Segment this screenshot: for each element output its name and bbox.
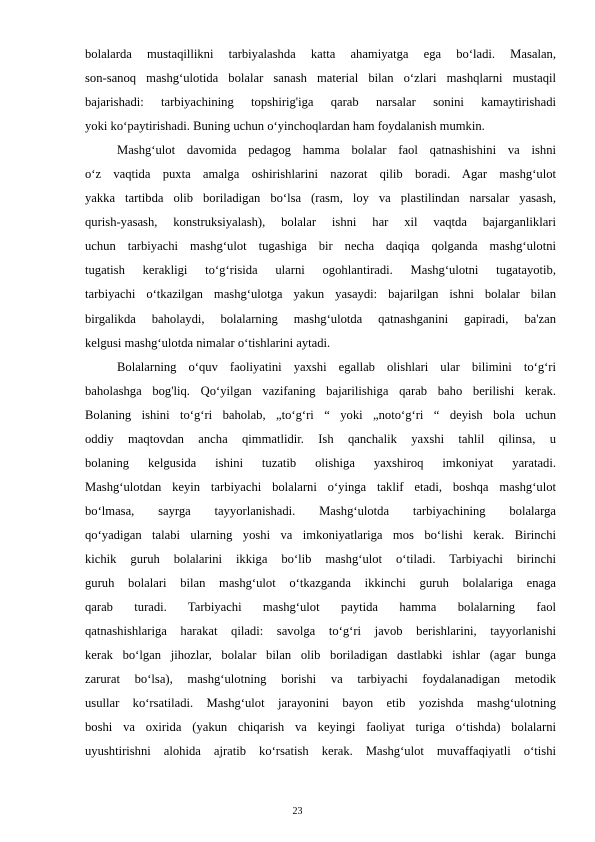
text-line: kelgusi mashg‘ulotda nimalar o‘tishlarini aytadi.	[85, 335, 331, 350]
text-line: tarbiyachi o‘tkazilgan mashg‘ulotga yakun yasaydi: bajarilgan ishni bolalar bilan	[85, 287, 556, 302]
text-line: Bolaning ishini to‘g‘ri baholab, „to‘g‘ri “ yoki „noto‘g‘ri “ deyish bola uchun	[85, 407, 556, 422]
text-line: Mashg‘ulotdan keyin tarbiyachi bolalarni o‘yinga taklif etadi, boshqa mashg‘ulot	[85, 479, 556, 494]
document-page	[85, 42, 556, 763]
page-number: 23	[292, 806, 303, 817]
body-text	[85, 42, 556, 763]
text-line: zarurat bo‘lsa), mashg‘ulotning borishi va tarbiyachi foydalanadigan metodik	[85, 672, 556, 687]
text-line: birgalikda baholaydi, bolalarning mashg‘ulotda qatnashganini gapiradi, ba'zan	[85, 311, 556, 326]
text-line: kichik guruh bolalarini ikkiga bo‘lib mashg‘ulot o‘tiladi. Tarbiyachi birinchi	[85, 551, 556, 566]
text-line: qurish-yasash, konstruksiyalash), bolalar ishni har xil vaqtda bajarganliklari	[85, 215, 556, 230]
text-line: uyushtirishni alohida ajratib ko‘rsatish kerak. Mashg‘ulot muvaffaqiyatli o‘tishi	[85, 744, 556, 759]
text-line: qo‘yadigan talabi ularning yoshi va imkoniyatlariga mos bo‘lishi kerak. Birinchi	[85, 527, 556, 542]
text-line: bolalarda mustaqillikni tarbiyalashda katta ahamiyatga ega bo‘ladi. Masalan,	[85, 47, 556, 61]
text-line: boshi va oxirida (yakun chiqarish va keyingi faoliyat turiga o‘tishda) bolalarni	[85, 720, 556, 735]
text-line: baholashga bog'liq. Qo‘yilgan vazifaning bajarilishiga qarab baho berilishi kerak.	[85, 383, 556, 398]
paragraph-first-line: Bolalarning o‘quv faoliyatini yaxshi egallab olishlari ular bilimini to‘g‘ri	[117, 359, 556, 374]
text-line: yakka tartibda olib boriladigan bo‘lsa (rasm, loy va plastilindan narsalar yasash,	[85, 191, 556, 206]
paragraph-first-line: Mashg‘ulot davomida pedagog hamma bolalar faol qatnashishini va ishni	[117, 143, 556, 158]
text-line: kerak bo‘lgan jihozlar, bolalar bilan olib boriladigan dastlabki ishlar (agar bunga	[85, 648, 556, 663]
text-line: bo‘lmasa, sayrga tayyorlanishadi. Mashg‘ulotda tarbiyachining bolalarga	[85, 503, 556, 518]
text-line: son-sanoq mashg‘ulotida bolalar sanash material bilan o‘zlari mashqlarni mustaqil	[85, 71, 556, 86]
text-line: oddiy maqtovdan ancha qimmatlidir. Ish qanchalik yaxshi tahlil qilinsa, u	[85, 431, 556, 446]
text-line: o‘z vaqtida puxta amalga oshirishlarini nazorat qilib boradi. Agar mashg‘ulot	[85, 167, 556, 182]
text-line: qatnashishlariga harakat qiladi: savolga to‘g‘ri javob berishlarini, tayyorlanishi	[85, 624, 556, 639]
text-line: guruh bolalari bilan mashg‘ulot o‘tkazganda ikkinchi guruh bolalariga enaga	[85, 576, 556, 591]
text-line: usullar ko‘rsatiladi. Mashg‘ulot jarayonini bayon etib yozishda mashg‘ulotning	[85, 696, 556, 711]
text-line: tugatish kerakligi to‘g‘risida ularni ogohlantiradi. Mashg‘ulotni tugatayotib,	[85, 263, 556, 278]
text-line: bajarishadi: tarbiyachining topshirig'iga qarab narsalar sonini kamaytirishadi	[85, 95, 556, 110]
text-line: qarab turadi. Tarbiyachi mashg‘ulot paytida hamma bolalarning faol	[85, 600, 556, 615]
text-line: yoki ko‘paytirishadi. Buning uchun o‘yinchoqlardan ham foydalanish mumkin.	[85, 119, 485, 134]
text-line: bolaning kelgusida ishini tuzatib olishiga yaxshiroq imkoniyat yaratadi.	[85, 455, 556, 470]
text-line: uchun tarbiyachi mashg‘ulot tugashiga bir necha daqiqa qolganda mashg‘ulotni	[85, 239, 556, 254]
